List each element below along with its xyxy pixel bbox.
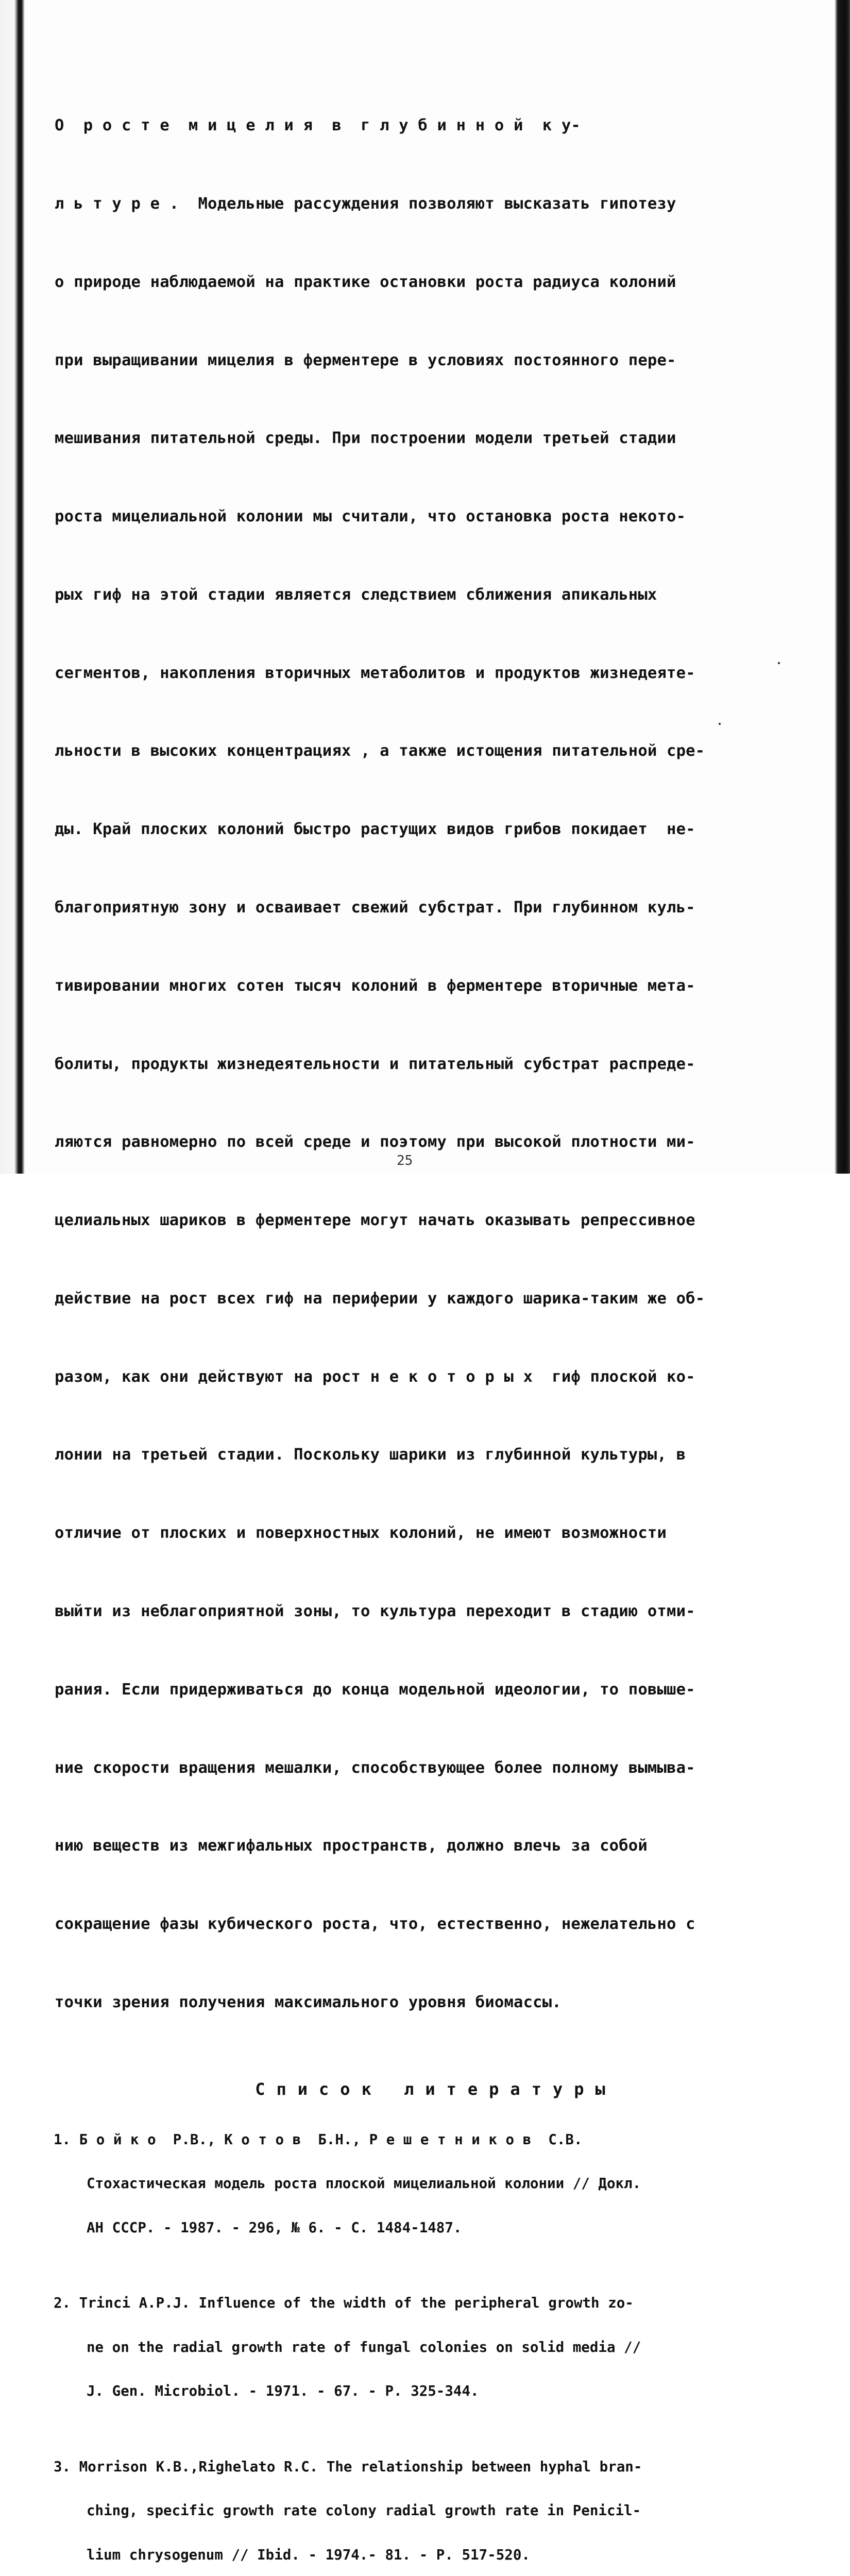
body-line: мешивания питательной среды. При построении модели третьей стадии: [55, 429, 676, 448]
body-line: ды. Край плоских колоний быстро растущих видов грибов покидает не-: [55, 820, 695, 839]
body-line: О р о с т е м и ц е л и я в г л у б и н н о й к у-: [55, 116, 581, 135]
page-content: [55, 61, 786, 2576]
references-title: Список литературы: [255, 2079, 617, 2099]
body-line: тивировании многих сотен тысяч колоний в ферментере вторичные мета-: [55, 976, 695, 995]
scan-speck: [719, 723, 721, 725]
body-line: льности в высоких концентрациях , а также истощения питательной сре-: [55, 742, 705, 760]
body-line: о природе наблюдаемой на практике остановки роста радиуса колоний: [55, 273, 676, 291]
reference-line: 2. Trinci A.P.J. Influence of the width of the peripheral growth zo-: [54, 2295, 634, 2312]
reference-line: АН СССР. - 1987. - 296, № 6. - С. 1484-1487.: [87, 2219, 462, 2236]
body-line: разом, как они действуют на рост н е к о т о р ы х гиф плоской ко-: [55, 1367, 695, 1386]
body-line: точки зрения получения максимального уровня биомассы.: [55, 1993, 562, 2011]
body-line: рания. Если придерживаться до конца модельной идеологии, то повыше-: [55, 1680, 695, 1699]
reference-line: 3. Morrison K.B.,Righelato R.C. The relationship between hyphal bran-: [54, 2458, 642, 2475]
reference-item: [55, 2266, 786, 2428]
body-line: благоприятную зону и осваивает свежий субстрат. При глубинном куль-: [55, 899, 695, 917]
body-line: ние скорости вращения мешалки, способствующее более полному вымыва-: [55, 1758, 695, 1777]
reference-line: 1. Б о й к о Р.В., К о т о в Б.Н., Р е ш е т н и к о в С.В.: [54, 2131, 583, 2148]
scan-border-left: [0, 0, 25, 1174]
body-line: при выращивании мицелия в ферментере в условиях постоянного пере-: [55, 351, 676, 369]
body-line: болиты, продукты жизнедеятельности и питательный субстрат распреде-: [55, 1055, 695, 1073]
body-line: выйти из неблагоприятной зоны, то культура переходит в стадию отми-: [55, 1602, 695, 1621]
scan-speck: [778, 662, 780, 664]
reference-item: [55, 2103, 786, 2265]
reference-line: ching, specific growth rate colony radial growth rate in Penicil-: [87, 2502, 641, 2519]
scan-border-right: [835, 0, 850, 1174]
body-line: л ь т у р е . Модельные рассуждения позволяют высказать гипотезу: [55, 194, 676, 213]
body-line: нию веществ из межгифальных пространств, должно влечь за собой: [55, 1837, 648, 1855]
reference-line: J. Gen. Microbiol. - 1971. - 67. - P. 325-344.: [87, 2383, 479, 2400]
body-line: роста мицелиальной колонии мы считали, что остановка роста некото-: [55, 507, 686, 526]
references-list: [55, 2103, 786, 2576]
body-line: действие на рост всех гиф на периферии у каждого шарика-таким же об-: [55, 1289, 705, 1308]
body-line: отличие от плоских и поверхностных колоний, не имеют возможности: [55, 1524, 667, 1543]
body-paragraph: [55, 61, 786, 2068]
body-line: лонии на третьей стадии. Поскольку шарики из глубинной культуры, в: [55, 1446, 686, 1464]
reference-line: Стохастическая модель роста плоской мицелиальной колонии // Докл.: [87, 2175, 641, 2192]
body-line: рых гиф на этой стадии является следствием сближения апикальных: [55, 585, 657, 604]
body-line: сегментов, накопления вторичных метаболитов и продуктов жизнедеяте-: [55, 664, 695, 682]
body-line: ляются равномерно по всей среде и поэтому при высокой плотности ми-: [55, 1133, 695, 1151]
reference-item: [55, 2430, 786, 2576]
reference-line: ne on the radial growth rate of fungal colonies on solid media //: [87, 2338, 641, 2355]
body-line: сокращение фазы кубического роста, что, естественно, нежелательно с: [55, 1915, 695, 1934]
body-line: целиальных шариков в ферментере могут начать оказывать репрессивное: [55, 1211, 695, 1230]
page-number: 25: [397, 1153, 413, 1168]
reference-line: lium chrysogenum // Ibid. - 1974.- 81. - P. 517-520.: [87, 2546, 530, 2563]
